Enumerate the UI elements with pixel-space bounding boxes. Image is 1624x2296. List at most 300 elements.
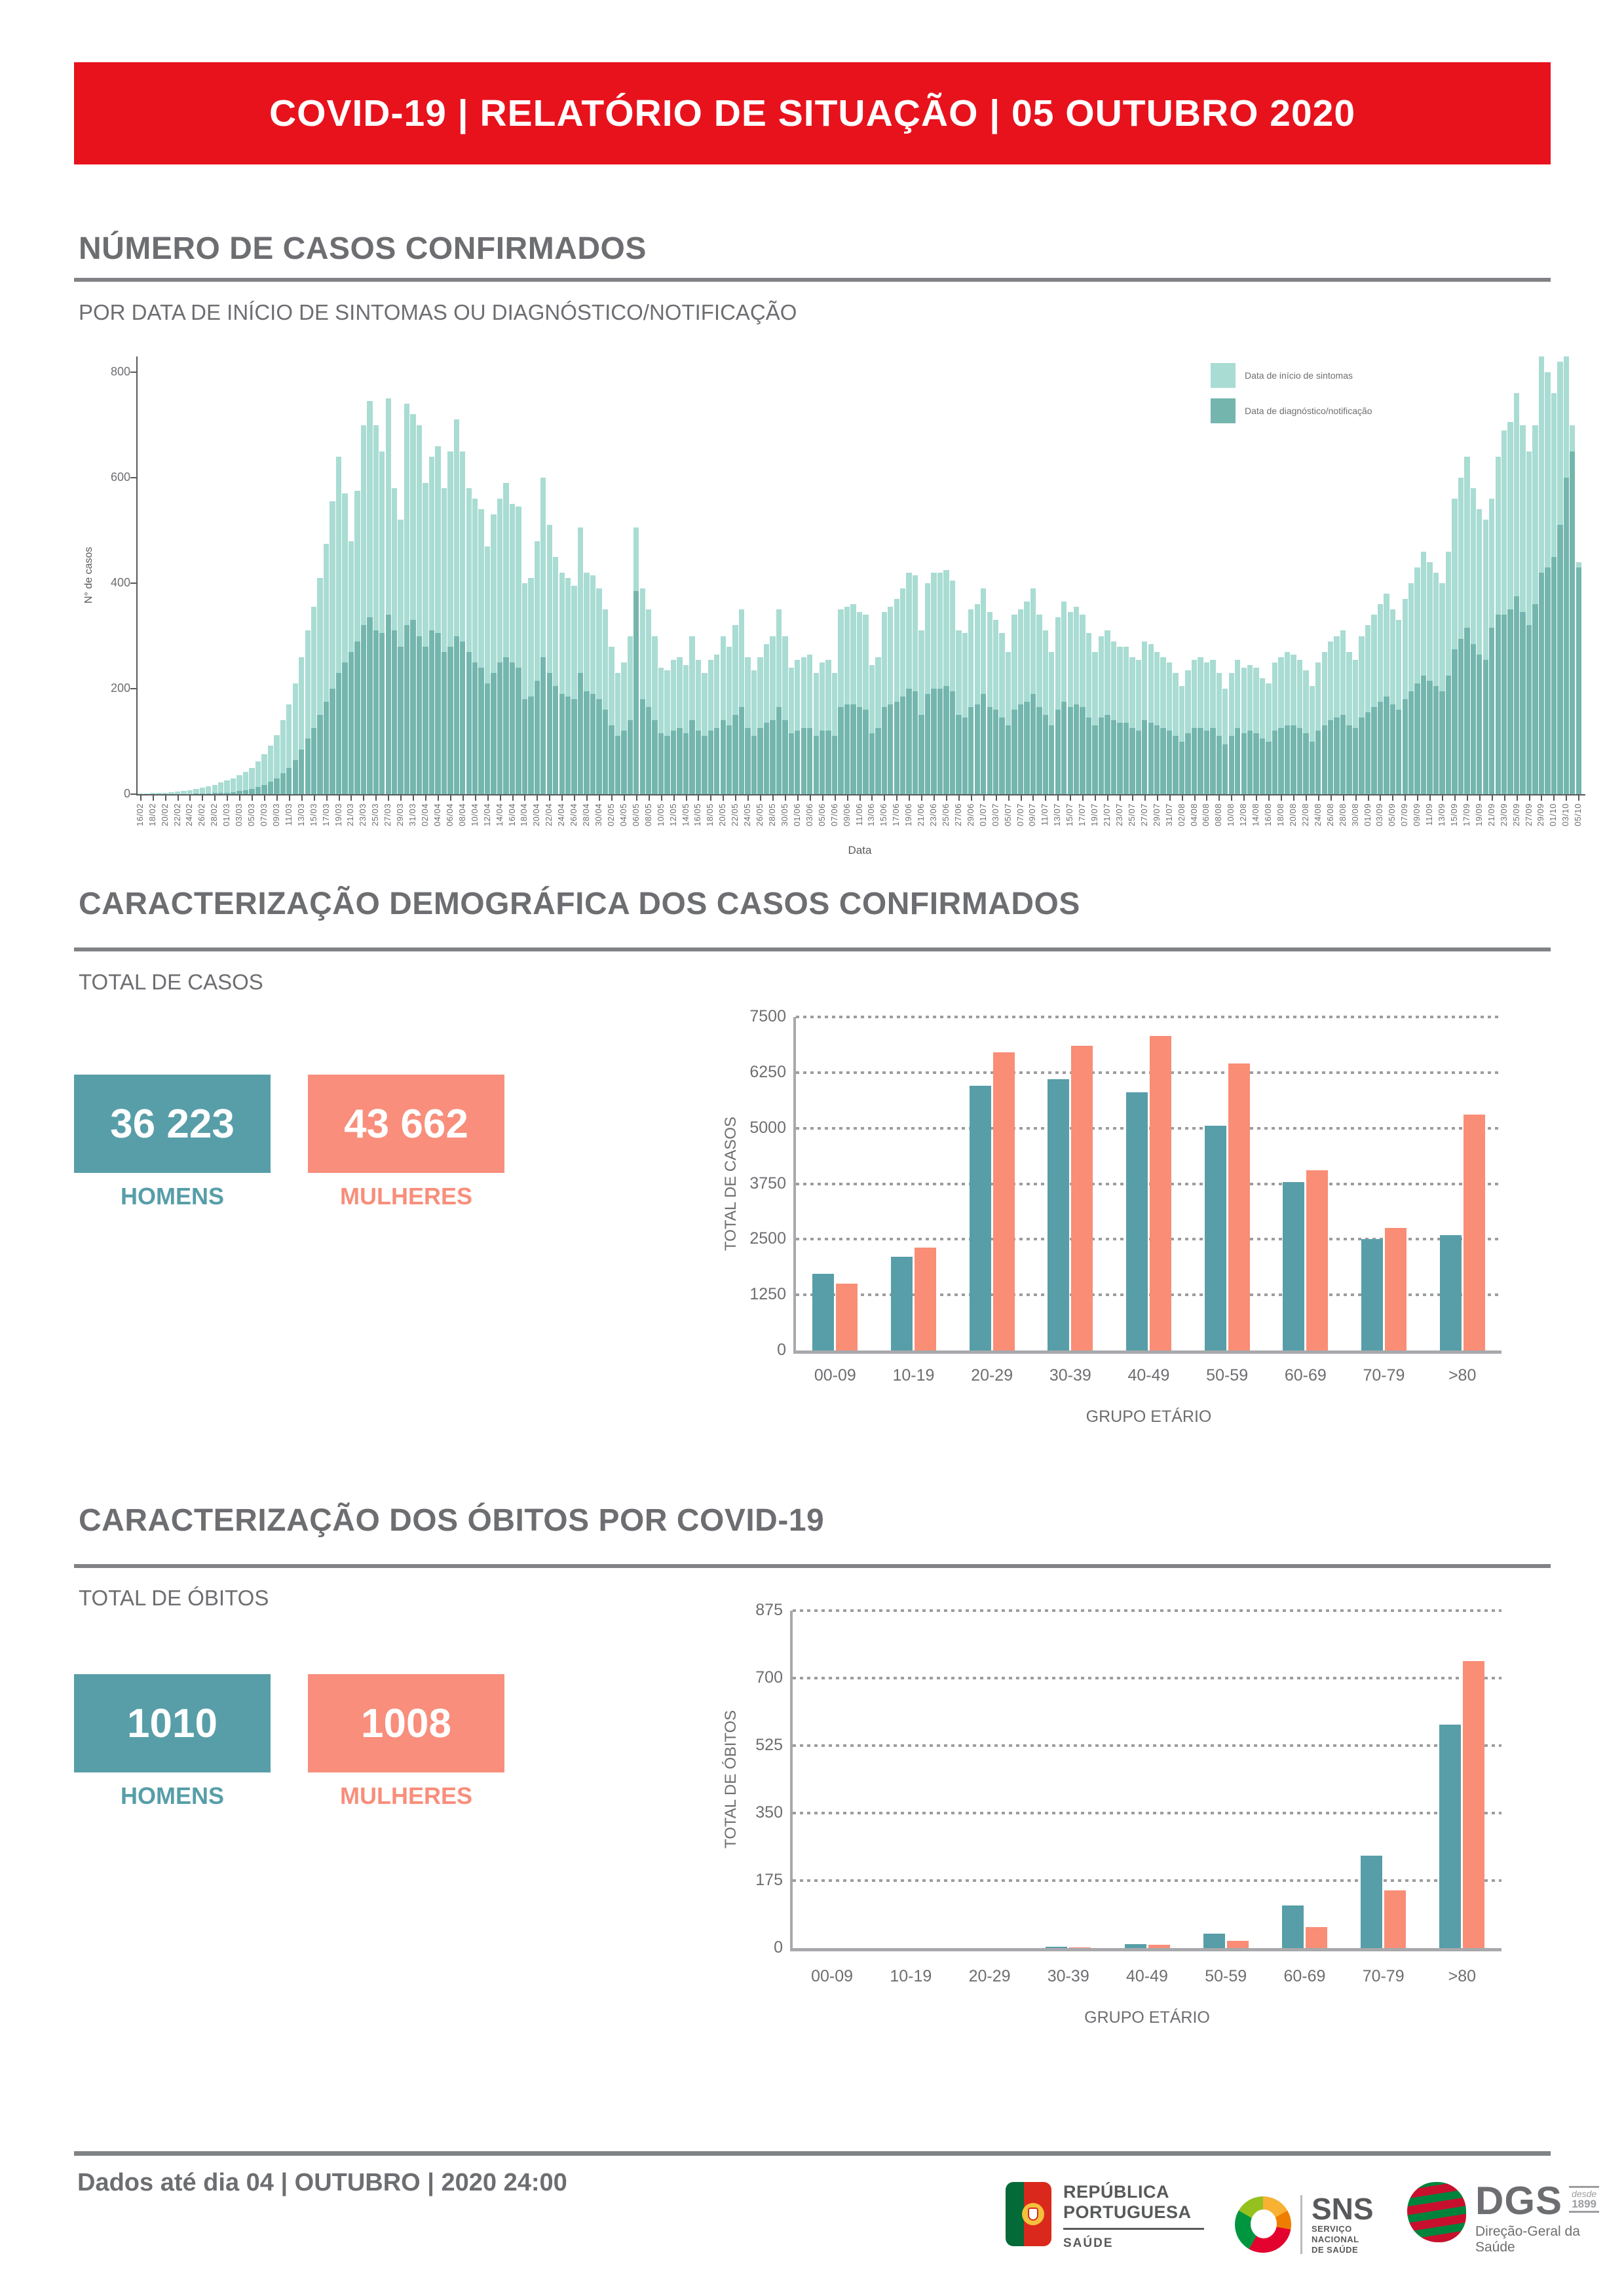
timeline-x-tick-label: 01/03 <box>221 803 232 827</box>
bar-diagnostico <box>1074 704 1079 794</box>
age-chart-gridline <box>793 1879 1501 1882</box>
bar-diagnostico <box>503 657 508 794</box>
timeline-x-tick-label: 13/09 <box>1437 803 1447 827</box>
bar-diagnostico <box>1055 710 1061 794</box>
timeline-x-tick-label: 23/09 <box>1498 803 1509 827</box>
timeline-x-tick-label: 08/08 <box>1213 803 1224 827</box>
timeline-x-tick-mark <box>350 795 352 801</box>
bar-diagnostico <box>268 782 273 794</box>
timeline-x-tick-label: 11/03 <box>283 803 293 826</box>
age-bar-homens <box>1046 1947 1067 1948</box>
timeline-x-tick-label: 30/08 <box>1350 803 1360 827</box>
timeline-x-tick-mark <box>1032 795 1034 801</box>
timeline-x-tick-mark <box>339 795 340 801</box>
age-chart-x-tick-label: 70-79 <box>1362 1967 1405 1985</box>
timeline-x-tick-label: 22/02 <box>172 803 182 827</box>
age-bar-mulheres <box>915 1248 936 1350</box>
timeline-x-tick-mark <box>1182 795 1183 801</box>
timeline-x-tick-mark <box>400 795 402 801</box>
bar-diagnostico <box>968 707 973 794</box>
section-cases-divider <box>74 278 1551 282</box>
timeline-x-tick-mark <box>896 795 897 801</box>
timeline-y-tick-mark <box>130 688 136 689</box>
bar-diagnostico <box>888 704 893 794</box>
timeline-x-tick-mark <box>624 795 625 801</box>
section-deaths-title: CARACTERIZAÇÃO DOS ÓBITOS POR COVID-19 <box>79 1503 825 1538</box>
age-bar-mulheres <box>1384 1890 1406 1948</box>
timeline-x-tick-label: 04/04 <box>432 803 442 827</box>
timeline-x-tick-mark <box>1194 795 1196 801</box>
bar-diagnostico <box>708 731 713 794</box>
deaths-women-value: 1008 <box>361 1700 451 1746</box>
bar-diagnostico <box>1408 691 1414 794</box>
bar-diagnostico <box>1222 744 1228 794</box>
age-chart-x-tick-label: >80 <box>1448 1967 1477 1985</box>
timeline-x-tick-mark <box>264 795 265 801</box>
bar-diagnostico <box>640 699 645 794</box>
bar-diagnostico <box>814 736 819 794</box>
timeline-x-tick-label: 29/03 <box>395 803 406 827</box>
bar-diagnostico <box>721 720 726 794</box>
bar-diagnostico <box>1403 699 1408 794</box>
sns-sub2: DE SAÚDE <box>1312 2245 1359 2255</box>
timeline-x-tick-label: 03/07 <box>990 803 1000 827</box>
age-bar-homens <box>970 1086 991 1350</box>
bar-diagnostico <box>218 793 223 794</box>
timeline-x-tick-mark <box>375 795 377 801</box>
bar-diagnostico <box>999 718 1004 794</box>
timeline-x-tick-mark <box>810 795 811 801</box>
timeline-x-tick-mark <box>1553 795 1555 801</box>
timeline-x-tick-label: 09/07 <box>1027 803 1038 827</box>
timeline-x-tick-label: 12/04 <box>482 803 492 827</box>
timeline-x-tick-label: 21/06 <box>916 803 926 827</box>
timeline-x-tick-mark <box>1380 795 1381 801</box>
bar-diagnostico <box>1154 725 1160 794</box>
footer-note: Dados até dia 04 | OUTUBRO | 2020 24:00 <box>77 2169 567 2196</box>
timeline-x-tick-label: 04/08 <box>1188 803 1199 827</box>
cases-by-age-y-axis-title: TOTAL DE CASOS <box>722 1117 740 1251</box>
timeline-x-tick-mark <box>1070 795 1071 801</box>
bar-diagnostico <box>535 681 540 794</box>
bar-diagnostico <box>993 710 998 794</box>
age-bar-homens <box>1126 1092 1148 1350</box>
timeline-x-tick-mark <box>934 795 935 801</box>
bar-diagnostico <box>1185 733 1190 794</box>
bar-diagnostico <box>751 736 757 794</box>
bar-diagnostico <box>807 728 812 794</box>
age-bar-homens <box>1125 1944 1146 1948</box>
cases-women-label: MULHERES <box>339 1183 472 1210</box>
bar-diagnostico <box>882 707 887 794</box>
bar-diagnostico <box>1018 704 1023 794</box>
timeline-x-tick-mark <box>475 795 476 801</box>
timeline-x-tick-mark <box>1454 795 1456 801</box>
timeline-x-tick-label: 24/08 <box>1312 803 1323 827</box>
age-chart-x-tick-label: 40-49 <box>1126 1967 1168 1985</box>
bar-diagnostico <box>423 647 428 794</box>
age-chart-x-tick-label: 60-69 <box>1283 1967 1326 1985</box>
bar-diagnostico <box>336 673 341 794</box>
bar-diagnostico <box>1253 733 1258 794</box>
timeline-x-tick-label: 27/03 <box>383 803 393 827</box>
timeline-y-tick-label: 800 <box>110 365 130 378</box>
legend-swatch-sintomas <box>1211 363 1236 388</box>
bar-diagnostico <box>987 707 992 794</box>
bar-diagnostico <box>1365 712 1370 794</box>
bar-diagnostico <box>1328 720 1333 794</box>
deaths-women-box <box>308 1674 504 1772</box>
bar-diagnostico <box>1092 725 1097 794</box>
age-bar-mulheres <box>1385 1228 1407 1350</box>
timeline-x-tick-mark <box>1417 795 1418 801</box>
bar-diagnostico <box>745 728 750 794</box>
bar-diagnostico <box>1564 478 1569 794</box>
timeline-x-tick-label: 13/06 <box>866 803 877 827</box>
timeline-x-tick-mark <box>747 795 749 801</box>
bar-diagnostico <box>472 662 478 794</box>
report-title: COVID-19 | RELATÓRIO DE SITUAÇÃO | 05 OUTUBRO 2020 <box>269 92 1356 134</box>
bar-diagnostico <box>1291 725 1296 794</box>
bar-diagnostico <box>863 710 868 794</box>
timeline-x-tick-label: 02/08 <box>1176 803 1186 827</box>
bar-diagnostico <box>299 750 304 794</box>
report-title-banner <box>74 62 1551 164</box>
bar-diagnostico <box>212 793 217 794</box>
bar-diagnostico <box>342 662 347 794</box>
age-chart-gridline <box>793 1812 1501 1814</box>
bar-diagnostico <box>491 673 496 794</box>
bar-diagnostico <box>937 689 943 794</box>
bar-diagnostico <box>1539 573 1544 794</box>
bar-diagnostico <box>1124 723 1129 794</box>
bar-diagnostico <box>1179 742 1184 795</box>
bar-diagnostico <box>1514 596 1519 794</box>
timeline-x-tick-mark <box>1467 795 1468 801</box>
bar-diagnostico <box>361 625 366 794</box>
timeline-x-tick-mark <box>1218 795 1220 801</box>
timeline-x-tick-mark <box>636 795 637 801</box>
bar-diagnostico <box>658 733 664 794</box>
timeline-x-tick-mark <box>450 795 451 801</box>
bar-diagnostico <box>918 715 924 794</box>
timeline-y-tick-label: 0 <box>123 787 130 800</box>
timeline-x-tick-mark <box>673 795 675 801</box>
age-chart-gridline <box>796 1183 1501 1185</box>
timeline-x-tick-mark <box>189 795 191 801</box>
timeline-x-tick-mark <box>1095 795 1096 801</box>
timeline-x-tick-mark <box>1355 795 1357 801</box>
timeline-x-tick-label: 22/04 <box>544 803 554 827</box>
timeline-x-tick-mark <box>537 795 538 801</box>
bar-diagnostico <box>739 707 744 794</box>
timeline-x-tick-mark <box>1144 795 1146 801</box>
bar-diagnostico <box>869 733 875 794</box>
bar-diagnostico <box>485 683 490 794</box>
bar-diagnostico <box>398 647 403 794</box>
bar-diagnostico <box>1285 725 1290 794</box>
age-chart-gridline <box>793 1744 1501 1747</box>
timeline-y-tick-mark <box>130 477 136 478</box>
timeline-x-tick-mark <box>698 795 699 801</box>
timeline-x-tick-label: 08/04 <box>457 803 467 827</box>
logo-republica-sub: SAÚDE <box>1063 2236 1114 2250</box>
deaths-men-value: 1010 <box>127 1700 217 1746</box>
bar-diagnostico <box>875 728 880 794</box>
age-chart-y-tick-label: 175 <box>755 1871 783 1889</box>
bar-diagnostico <box>1235 728 1240 794</box>
timeline-x-tick-label: 24/05 <box>742 803 753 827</box>
bar-diagnostico <box>596 699 601 794</box>
timeline-x-tick-mark <box>1529 795 1530 801</box>
bar-diagnostico <box>782 720 787 794</box>
bar-diagnostico <box>442 652 447 794</box>
age-chart-y-tick-label: 6250 <box>749 1062 786 1081</box>
bar-diagnostico <box>1507 609 1513 794</box>
bar-diagnostico <box>962 718 968 794</box>
bar-diagnostico <box>789 733 794 794</box>
bar-diagnostico <box>1334 718 1339 794</box>
bar-diagnostico <box>615 736 620 794</box>
bar-sintomas <box>150 793 155 794</box>
timeline-x-tick-label: 11/07 <box>1040 803 1050 826</box>
bar-diagnostico <box>825 731 831 794</box>
bar-diagnostico <box>293 760 298 794</box>
timeline-x-tick-label: 06/08 <box>1201 803 1211 827</box>
timeline-x-tick-mark <box>1107 795 1108 801</box>
timeline-x-tick-mark <box>1132 795 1133 801</box>
timeline-x-tick-label: 11/09 <box>1424 803 1435 826</box>
age-chart-gridline <box>793 1677 1501 1679</box>
age-bar-homens <box>1361 1856 1382 1948</box>
bar-sintomas <box>156 793 161 794</box>
age-chart-gridline <box>796 1071 1501 1074</box>
timeline-x-tick-label: 27/06 <box>953 803 963 827</box>
logo-dgs <box>1407 2179 1604 2267</box>
bar-diagnostico <box>243 790 248 794</box>
deaths-women-label: MULHERES <box>339 1782 472 1809</box>
timeline-x-tick-mark <box>388 795 389 801</box>
bar-sintomas <box>206 786 211 794</box>
age-bar-mulheres <box>1148 1945 1170 1948</box>
timeline-x-tick-mark <box>649 795 650 801</box>
timeline-x-tick-label: 07/03 <box>259 803 269 827</box>
timeline-x-tick-label: 11/06 <box>854 803 864 826</box>
bar-diagnostico <box>1439 691 1445 794</box>
bar-diagnostico <box>1570 451 1575 794</box>
bar-diagnostico <box>317 715 322 794</box>
timeline-x-tick-label: 25/06 <box>940 803 951 827</box>
bar-diagnostico <box>1247 731 1253 794</box>
timeline-x-tick-label: 05/07 <box>1002 803 1013 827</box>
timeline-x-tick-label: 24/02 <box>184 803 195 827</box>
bar-diagnostico <box>1378 702 1383 794</box>
timeline-x-tick-mark <box>165 795 166 801</box>
timeline-x-tick-label: 13/07 <box>1052 803 1063 827</box>
timeline-x-tick-label: 09/06 <box>841 803 852 827</box>
age-chart-y-tick-label: 1250 <box>749 1285 786 1304</box>
timeline-x-tick-label: 19/07 <box>1089 803 1100 827</box>
timeline-x-tick-label: 20/04 <box>531 803 542 827</box>
timeline-x-tick-label: 22/05 <box>730 803 740 827</box>
bar-diagnostico <box>1148 723 1154 794</box>
timeline-x-tick-mark <box>884 795 885 801</box>
age-chart-gridline <box>793 1609 1501 1612</box>
bar-diagnostico <box>261 785 267 794</box>
age-bar-homens <box>891 1257 913 1350</box>
timeline-x-tick-mark <box>921 795 922 801</box>
age-bar-homens <box>1282 1905 1304 1948</box>
timeline-x-tick-label: 23/03 <box>358 803 368 827</box>
timeline-x-tick-mark <box>1169 795 1171 801</box>
bar-diagnostico <box>330 689 335 794</box>
timeline-x-tick-mark <box>1256 795 1257 801</box>
timeline-x-tick-mark <box>772 795 774 801</box>
bar-diagnostico <box>528 697 533 794</box>
bar-diagnostico <box>466 652 472 794</box>
age-bar-mulheres <box>1228 1063 1250 1350</box>
timeline-x-tick-label: 09/09 <box>1412 803 1422 827</box>
section-demographics-title: CARACTERIZAÇÃO DEMOGRÁFICA DOS CASOS CONFIRMADOS <box>79 887 1080 921</box>
timeline-x-tick-mark <box>760 795 761 801</box>
bar-diagnostico <box>1557 525 1562 794</box>
timeline-x-tick-mark <box>946 795 947 801</box>
bar-diagnostico <box>1433 686 1439 794</box>
timeline-x-tick-label: 04/05 <box>618 803 628 827</box>
timeline-x-tick-mark <box>561 795 563 801</box>
bar-diagnostico <box>832 736 837 794</box>
timeline-x-tick-mark <box>549 795 550 801</box>
bar-diagnostico <box>906 689 911 794</box>
timeline-x-tick-mark <box>1504 795 1505 801</box>
logo-sns <box>1235 2185 1386 2264</box>
bar-sintomas <box>187 790 193 794</box>
timeline-x-tick-label: 13/03 <box>295 803 306 827</box>
bar-diagnostico <box>1297 728 1302 794</box>
bar-diagnostico <box>1483 660 1488 794</box>
timeline-x-tick-label: 12/08 <box>1238 803 1249 827</box>
timeline-x-tick-label: 15/07 <box>1065 803 1075 827</box>
bar-diagnostico <box>410 620 415 794</box>
timeline-x-tick-label: 07/06 <box>829 803 839 827</box>
bar-diagnostico <box>255 787 261 794</box>
bar-diagnostico <box>820 731 825 794</box>
timeline-x-tick-label: 03/03 <box>234 803 244 827</box>
timeline-x-tick-mark <box>710 795 711 801</box>
legend-swatch-notificacao <box>1211 398 1236 423</box>
timeline-x-tick-label: 18/08 <box>1275 803 1286 827</box>
sns-name: SNS <box>1312 2192 1374 2226</box>
dgs-since-year: 1899 <box>1572 2198 1597 2210</box>
timeline-x-tick-mark <box>178 795 179 801</box>
timeline-x-tick-mark <box>289 795 290 801</box>
timeline-x-tick-mark <box>1566 795 1567 801</box>
timeline-x-tick-mark <box>1293 795 1294 801</box>
timeline-x-tick-label: 29/09 <box>1536 803 1546 827</box>
age-bar-mulheres <box>1071 1046 1093 1350</box>
timeline-x-tick-label: 26/05 <box>755 803 765 827</box>
timeline-x-tick-label: 01/10 <box>1548 803 1558 827</box>
timeline-x-tick-mark <box>1268 795 1270 801</box>
timeline-x-tick-mark <box>239 795 240 801</box>
timeline-x-tick-label: 01/09 <box>1362 803 1372 827</box>
timeline-x-tick-mark <box>611 795 613 801</box>
footer-divider <box>74 2151 1551 2156</box>
bar-diagnostico <box>249 789 254 794</box>
bar-diagnostico <box>1421 676 1426 794</box>
bar-diagnostico <box>609 725 614 794</box>
bar-diagnostico <box>386 615 391 794</box>
bar-diagnostico <box>1241 733 1247 794</box>
timeline-x-tick-label: 05/06 <box>816 803 827 827</box>
age-chart-x-tick-label: >80 <box>1448 1366 1477 1385</box>
timeline-x-tick-label: 26/04 <box>569 803 579 827</box>
timeline-x-tick-label: 31/07 <box>1163 803 1174 827</box>
age-chart-y-tick-label: 2500 <box>749 1229 786 1248</box>
bar-diagnostico <box>460 641 465 794</box>
timeline-x-tick-label: 29/06 <box>965 803 975 827</box>
age-bar-mulheres <box>993 1052 1015 1350</box>
deaths-by-age-chart <box>721 1573 1559 2051</box>
dgs-name: DGS <box>1475 2179 1563 2223</box>
timeline-x-tick-label: 16/04 <box>506 803 517 827</box>
bar-diagnostico <box>689 720 694 794</box>
bar-diagnostico <box>379 633 385 794</box>
timeline-x-tick-label: 19/09 <box>1473 803 1484 827</box>
age-chart-x-tick-label: 50-59 <box>1206 1366 1249 1385</box>
timeline-x-tick-mark <box>983 795 985 801</box>
age-bar-mulheres <box>1069 1947 1091 1948</box>
bar-diagnostico <box>1167 731 1172 794</box>
age-chart-x-tick-label: 00-09 <box>811 1967 854 1985</box>
timeline-x-tick-mark <box>574 795 575 801</box>
cases-women-value: 43 662 <box>344 1101 468 1147</box>
bar-sintomas <box>181 791 186 794</box>
bar-diagnostico <box>1173 736 1178 794</box>
bar-diagnostico <box>510 662 515 794</box>
bar-diagnostico <box>404 625 409 794</box>
bar-diagnostico <box>1024 702 1029 794</box>
bar-diagnostico <box>943 686 949 794</box>
bar-diagnostico <box>231 792 236 794</box>
timeline-x-tick-mark <box>1008 795 1010 801</box>
bar-diagnostico <box>1160 728 1165 794</box>
timeline-x-tick-mark <box>1306 795 1307 801</box>
timeline-x-tick-label: 17/09 <box>1461 803 1471 827</box>
timeline-x-tick-label: 07/09 <box>1399 803 1410 827</box>
timeline-x-tick-mark <box>1392 795 1393 801</box>
logo-dgs-top <box>1475 2179 1604 2223</box>
logo-dgs-text <box>1475 2179 1604 2267</box>
timeline-x-tick-label: 21/03 <box>345 803 356 827</box>
age-bar-homens <box>1440 1235 1462 1350</box>
dgs-since <box>1569 2186 1599 2213</box>
portugal-flag-icon <box>1006 2182 1051 2246</box>
timeline-x-tick-mark <box>214 795 216 801</box>
sns-logo-divider <box>1300 2195 1302 2254</box>
timeline-x-tick-label: 03/10 <box>1560 803 1571 827</box>
age-chart-y-tick-label: 0 <box>774 1938 783 1957</box>
bar-diagnostico <box>1322 725 1327 794</box>
timeline-x-tick-label: 01/06 <box>791 803 802 827</box>
cases-by-age-chart <box>721 983 1559 1461</box>
section-deaths-divider <box>74 1564 1551 1568</box>
timeline-x-tick-label: 23/07 <box>1114 803 1124 827</box>
timeline-x-tick-label: 03/09 <box>1374 803 1385 827</box>
age-bar-mulheres <box>1463 1661 1484 1948</box>
bar-diagnostico <box>900 697 905 794</box>
timeline-x-tick-label: 15/06 <box>878 803 889 827</box>
